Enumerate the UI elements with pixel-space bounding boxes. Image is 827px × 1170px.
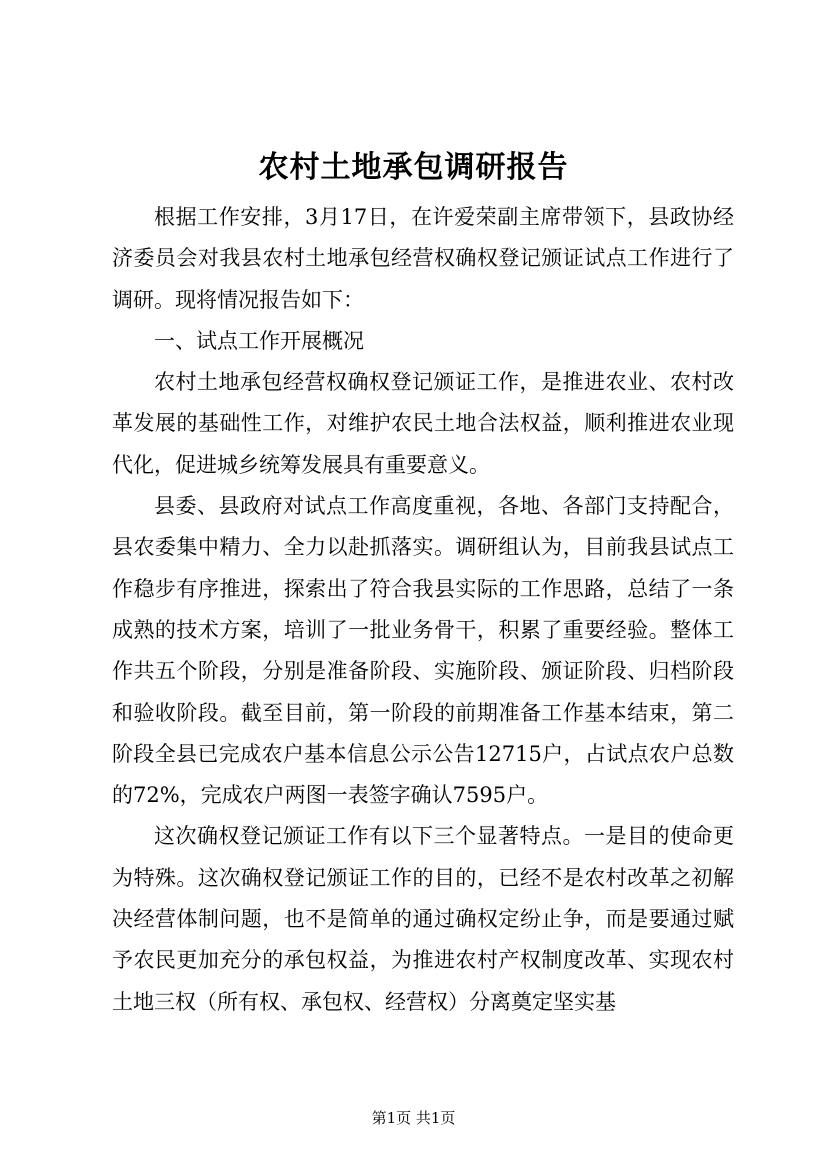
page-footer: 第1页 共1页 xyxy=(371,1109,456,1127)
paragraph-features: 这次确权登记颁证工作有以下三个显著特点。一是目的使命更为特殊。这次确权登记颁证工作的目的，已经不是农村改革之初解决经营体制问题，也不是简单的通过确权定纷止争，而是要通过赋予农民更加充分的承包权益，为推进农村产权制度改革、实现农村土地三权（所有权、承包权、经营权）分离奠定坚实基 xyxy=(112,824,734,1014)
section-heading: 一、试点工作开展概况 xyxy=(154,328,364,353)
document-body xyxy=(112,197,734,1023)
document-title: 农村土地承包调研报告 xyxy=(258,150,569,185)
paragraph-significance: 农村土地承包经营权确权登记颁证工作，是推进农业、农村改革发展的基础性工作，对维护农民土地合法权益，顺利推进农业现代化，促进城乡统筹发展具有重要意义。 xyxy=(112,370,734,477)
paragraph-progress: 县委、县政府对试点工作高度重视，各地、各部门支持配合，县农委集中精力、全力以赴抓落实。调研组认为，目前我县试点工作稳步有序推进，探索出了符合我县实际的工作思路，总结了一条成熟的技术方案，培训了一批业务骨干，积累了重要经验。整体工作共五个阶段，分别是准备阶段、实施阶段、颁证阶段、归档阶段和验收阶段。截至目前，第一阶段的前期准备工作基本结束，第二阶段全县已完成农户基本信息公示公告12715户，占试点农户总数的72%，完成农户两图一表签字确认7595户。 xyxy=(112,494,734,808)
paragraph-intro: 根据工作安排，3月17日，在许爱荣副主席带领下，县政协经济委员会对我县农村土地承包经营权确权登记颁证试点工作进行了调研。现将情况报告如下： xyxy=(112,205,734,312)
